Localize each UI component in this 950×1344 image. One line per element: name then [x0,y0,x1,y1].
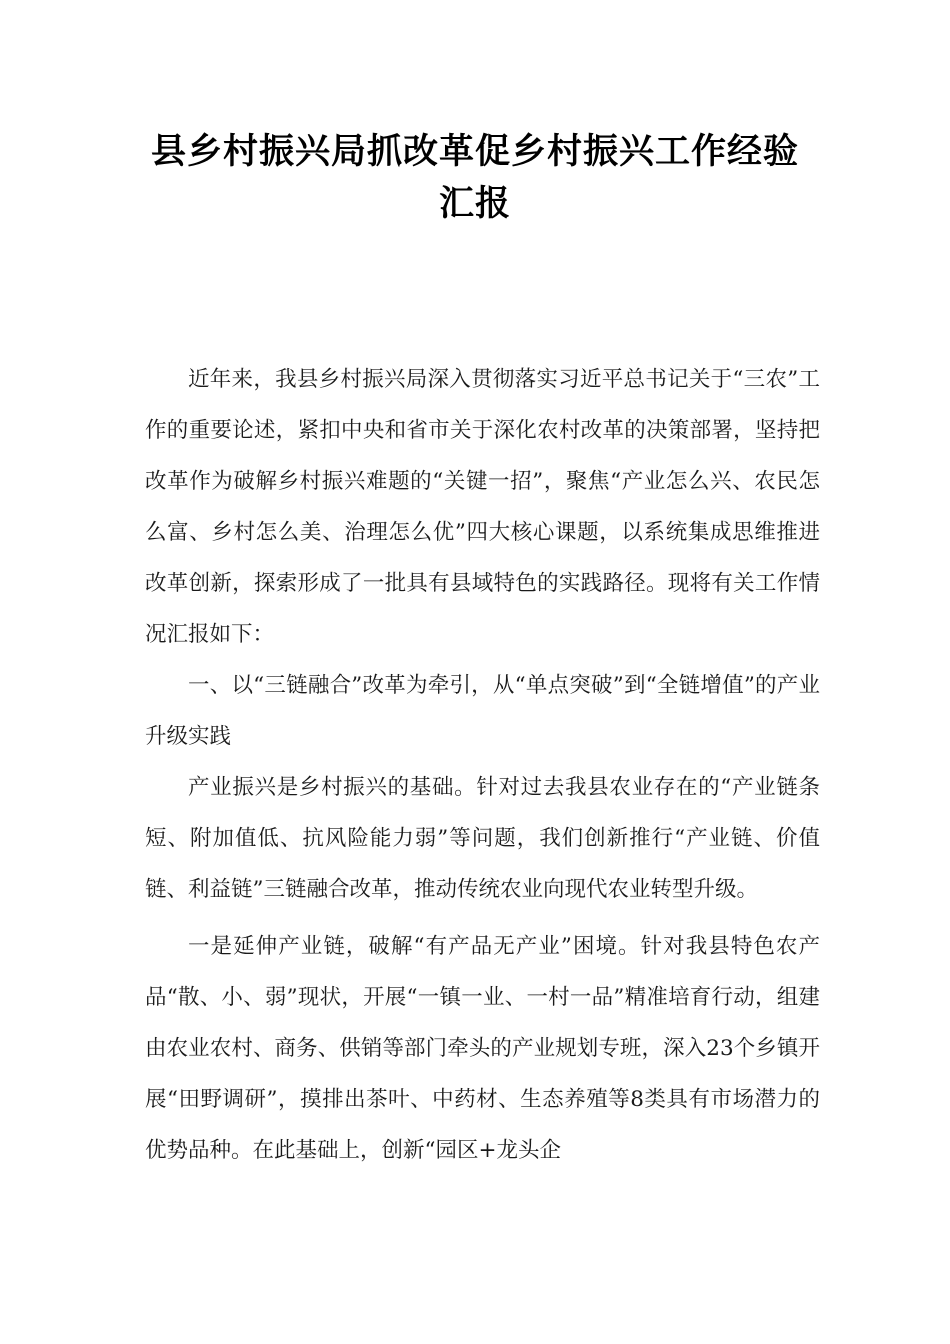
document-body [145,354,820,1176]
section-heading-1: 一、以“三链融合”改革为牵引，从“单点突破”到“全链增值”的产业升级实践 [145,673,820,749]
title-line-2: 汇报 [438,184,511,224]
paragraph-intro: 近年来，我县乡村振兴局深入贯彻落实习近平总书记关于“三农”工作的重要论述，紧扣中央和省市关于深化农村改革的决策部署，坚持把改革作为破解乡村振兴难题的“关键一招”，聚焦“产业怎么兴、农民怎么富、乡村怎么美、治理怎么优”四大核心课题，以系统集成思维推进改革创新，探索形成了一批具有县域特色的实践路径。现将有关工作情况汇报如下： [145,367,820,647]
document-title [120,126,830,230]
title-line-1: 县乡村振兴局抓改革促乡村振兴工作经验 [150,132,799,172]
paragraph-point-1: 一是延伸产业链，破解“有产品无产业”困境。针对我县特色农产品“散、小、弱”现状，开展“一镇一业、一村一品”精准培育行动，组建由农业农村、商务、供销等部门牵头的产业规划专班，深入23个乡镇开展“田野调研”，摸排出茶叶、中药材、生态养殖等8类具有市场潜力的优势品种。在此基础上，创新“园区+龙头企 [145,934,820,1163]
paragraph-industry: 产业振兴是乡村振兴的基础。针对过去我县农业存在的“产业链条短、附加值低、抗风险能力弱”等问题，我们创新推行“产业链、价值链、利益链”三链融合改革，推动传统农业向现代农业转型升级。 [145,775,820,902]
